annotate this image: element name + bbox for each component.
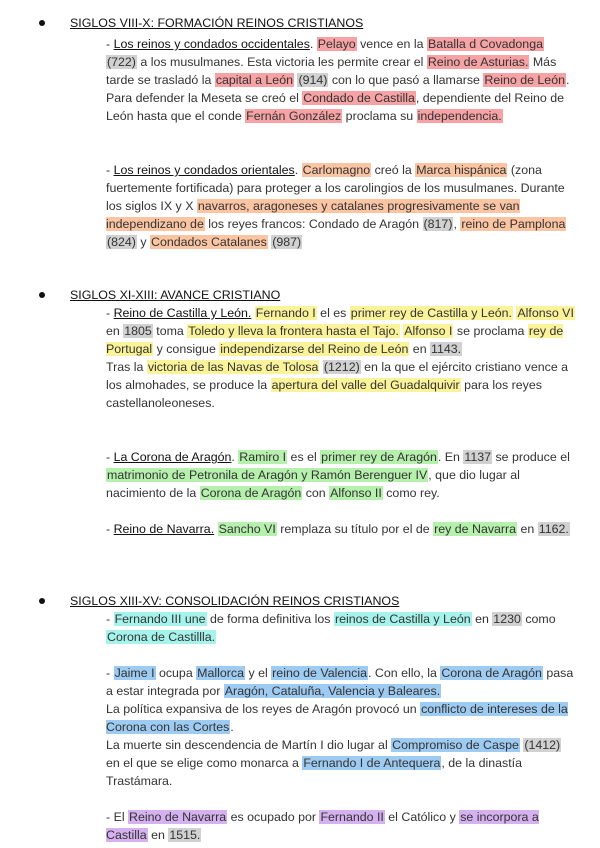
text-run: , de la dinastía Trastámara. — [106, 756, 522, 788]
paragraph-reinos-occidentales — [106, 35, 576, 125]
text-run: y — [136, 235, 151, 249]
bullet-point — [39, 292, 45, 298]
highlighted-term: 1137 — [464, 450, 492, 464]
paragraph-castilla-leon — [106, 304, 576, 412]
text-run: y consigue — [153, 342, 220, 356]
highlighted-term: (722) — [107, 55, 136, 69]
highlighted-term: primer rey de Aragón — [321, 450, 437, 464]
paragraph-reinos-orientales — [106, 161, 576, 251]
highlighted-term: 1230 — [493, 612, 521, 626]
text-run: - El — [106, 810, 129, 824]
highlighted-term: reinos de Castilla y León — [334, 612, 471, 626]
text-run: ocupa — [155, 666, 197, 680]
highlighted-term: Alfonso II — [330, 486, 382, 500]
text-run: . — [231, 450, 239, 464]
text-run: en — [517, 522, 538, 536]
text-run: a los musulmanes. Esta victoria les permite crear el — [136, 55, 427, 69]
highlighted-term: Batalla d Covadonga — [427, 37, 543, 51]
text-run: , dependiente del Reino de León hasta que el conde — [106, 91, 565, 123]
text-run: - — [106, 306, 114, 320]
highlighted-term: Sancho VI — [218, 522, 276, 536]
highlighted-term: Reino de Navarra — [129, 810, 227, 824]
bullet-point — [39, 20, 45, 26]
text-run: . En — [437, 450, 464, 464]
highlighted-term: (987) — [272, 235, 302, 249]
text-run: - — [106, 450, 114, 464]
text-run: remplaza su título por el de — [276, 522, 434, 536]
paragraph-fernando-iii — [106, 610, 576, 646]
text-run: es ocupado por — [227, 810, 320, 824]
highlighted-term: Fernando III une — [114, 612, 206, 626]
text-run: el Católico y — [384, 810, 460, 824]
highlighted-term: capital a León — [215, 73, 293, 87]
highlighted-term: Condado de Castilla — [303, 91, 415, 105]
text-run: creó la — [371, 163, 416, 177]
subheading-label: La Corona de Aragón — [113, 450, 232, 464]
text-run: en — [147, 828, 169, 842]
paragraph-reino-navarra — [106, 520, 576, 538]
text-run: (zona fuertemente fortificada) para proteger a los carolingios de los musulmanes. Durante los siglos IX y X — [106, 163, 565, 213]
text-run: en la que el ejército cristiano vence a los almohades, se produce la — [106, 360, 569, 392]
highlighted-term: Aragón, Cataluña, Valencia y Baleares. — [224, 684, 441, 698]
text-run: - — [106, 37, 114, 51]
section-heading: SIGLOS XIII-XV: CONSOLIDACIÓN REINOS CRISTIANOS — [70, 594, 400, 608]
highlighted-term: independencia. — [417, 109, 502, 123]
highlighted-term: rey de Navarra — [434, 522, 517, 536]
bullet-point — [39, 598, 45, 604]
highlighted-term: Fernando II — [320, 810, 384, 824]
text-run: como — [521, 612, 556, 626]
highlighted-term: rey de Portugal — [106, 324, 564, 356]
text-run: . — [294, 163, 302, 177]
text-run: - — [106, 522, 114, 536]
text-run: en — [409, 342, 431, 356]
section-heading: SIGLOS VIII-X: FORMACIÓN REINOS CRISTIANOS — [70, 16, 364, 30]
subheading-label: Los reinos y condados occidentales — [113, 37, 310, 51]
highlighted-term: 1805 — [124, 324, 152, 338]
text-run: , — [453, 217, 461, 231]
highlighted-term: Corona de Aragón — [200, 486, 302, 500]
subheading-label: Los reinos y condados orientales — [113, 163, 295, 177]
highlighted-term: Condados Catalanes — [151, 235, 267, 249]
highlighted-term: Reino de León — [484, 73, 565, 87]
highlighted-term: reino de Pamplona — [461, 217, 566, 231]
highlighted-term: (817) — [423, 217, 453, 231]
highlighted-term: Corona de Aragón — [441, 666, 542, 680]
highlighted-term: 1515. — [169, 828, 201, 842]
text-run: La política expansiva de los reyes de Aragón provocó un — [106, 702, 421, 716]
highlighted-term: (824) — [107, 235, 136, 249]
subheading-label: Reino de Castilla y León. — [113, 306, 252, 320]
text-run: el es — [316, 306, 350, 320]
text-run: como rey. — [382, 486, 440, 500]
text-run: se produce el — [492, 450, 570, 464]
highlighted-term: (914) — [298, 73, 328, 87]
text-run: toma — [152, 324, 188, 338]
text-run: vence en la — [356, 37, 427, 51]
highlighted-term: Pelayo — [317, 37, 356, 51]
text-run: es el — [287, 450, 321, 464]
text-run: , que dio lugar al nacimiento de la — [106, 468, 520, 500]
section-heading: SIGLOS XI-XIII: AVANCE CRISTIANO — [70, 288, 281, 302]
text-run: . — [230, 720, 234, 734]
text-run: pasa a estar integrada por — [106, 666, 574, 698]
text-run: de forma definitiva los — [206, 612, 334, 626]
highlighted-term: Jaime I — [114, 666, 155, 680]
highlighted-term: Fernán González — [246, 109, 342, 123]
text-run: - — [106, 612, 114, 626]
text-run: . Para defender la Meseta se creó el — [106, 73, 570, 105]
highlighted-term: apertura del valle del Guadalquivir — [271, 378, 460, 392]
paragraph-navarra-castilla — [106, 808, 576, 844]
text-run: . — [309, 37, 317, 51]
subheading-label: Reino de Navarra. — [113, 522, 215, 536]
highlighted-term: Fernando I — [255, 306, 316, 320]
highlighted-term: Compromiso de Caspe — [392, 738, 519, 752]
highlighted-term: primer rey de Castilla y León. — [350, 306, 512, 320]
paragraph-corona-aragon — [106, 448, 576, 502]
paragraph-jaime-i — [106, 664, 576, 790]
text-run: en el que se elige como monarca a — [106, 756, 303, 770]
highlighted-term: Carlomagno — [302, 163, 371, 177]
highlighted-term: victoria de las Navas de Tolosa — [147, 360, 319, 374]
highlighted-term: se incorpora a Castilla — [106, 810, 539, 842]
text-run: con lo que pasó a llamarse — [328, 73, 484, 87]
text-run: los reyes francos: Condado de Aragón — [204, 217, 423, 231]
highlighted-term: Alfonso VI — [517, 306, 574, 320]
text-run: en — [471, 612, 493, 626]
text-run: Tras la — [106, 360, 147, 374]
highlighted-term: reino de Valencia — [272, 666, 368, 680]
highlighted-term: (1212) — [323, 360, 360, 374]
text-run: La muerte sin descendencia de Martín I dio lugar al — [106, 738, 392, 752]
text-run: y el — [245, 666, 272, 680]
text-run: - — [106, 666, 114, 680]
highlighted-term: Reino de Asturias. — [427, 55, 529, 69]
highlighted-term: Marca hispánica — [416, 163, 507, 177]
text-run: en — [106, 324, 124, 338]
highlighted-term: Corona de Castillla. — [107, 630, 216, 644]
highlighted-term: (1412) — [524, 738, 561, 752]
text-run: - — [106, 163, 114, 177]
text-run: con — [302, 486, 330, 500]
highlighted-term: 1143. — [431, 342, 462, 356]
text-run: Más tarde se trasladó la — [106, 55, 557, 87]
highlighted-term: navarros, aragoneses y catalanes progresivamente se van independizano de — [106, 199, 520, 231]
highlighted-term: Alfonso I — [404, 324, 453, 338]
highlighted-term: 1162. — [538, 522, 569, 536]
text-run: proclama su — [342, 109, 417, 123]
highlighted-term: Mallorca — [197, 666, 244, 680]
text-run: . Con ello, la — [368, 666, 441, 680]
highlighted-term: Fernando I de Antequera — [303, 756, 441, 770]
highlighted-term: independizarse del Reino de León — [220, 342, 409, 356]
text-run: se proclama — [453, 324, 528, 338]
highlighted-term: Toledo y lleva la frontera hasta el Tajo. — [188, 324, 399, 338]
highlighted-term: Ramiro I — [239, 450, 287, 464]
highlighted-term: conflicto de intereses de la Corona con las Cortes — [106, 702, 568, 734]
highlighted-term: matrimonio de Petronila de Aragón y Ramón Berenguer IV — [107, 468, 428, 482]
text-run: para los reyes castellanoleoneses. — [106, 378, 542, 410]
